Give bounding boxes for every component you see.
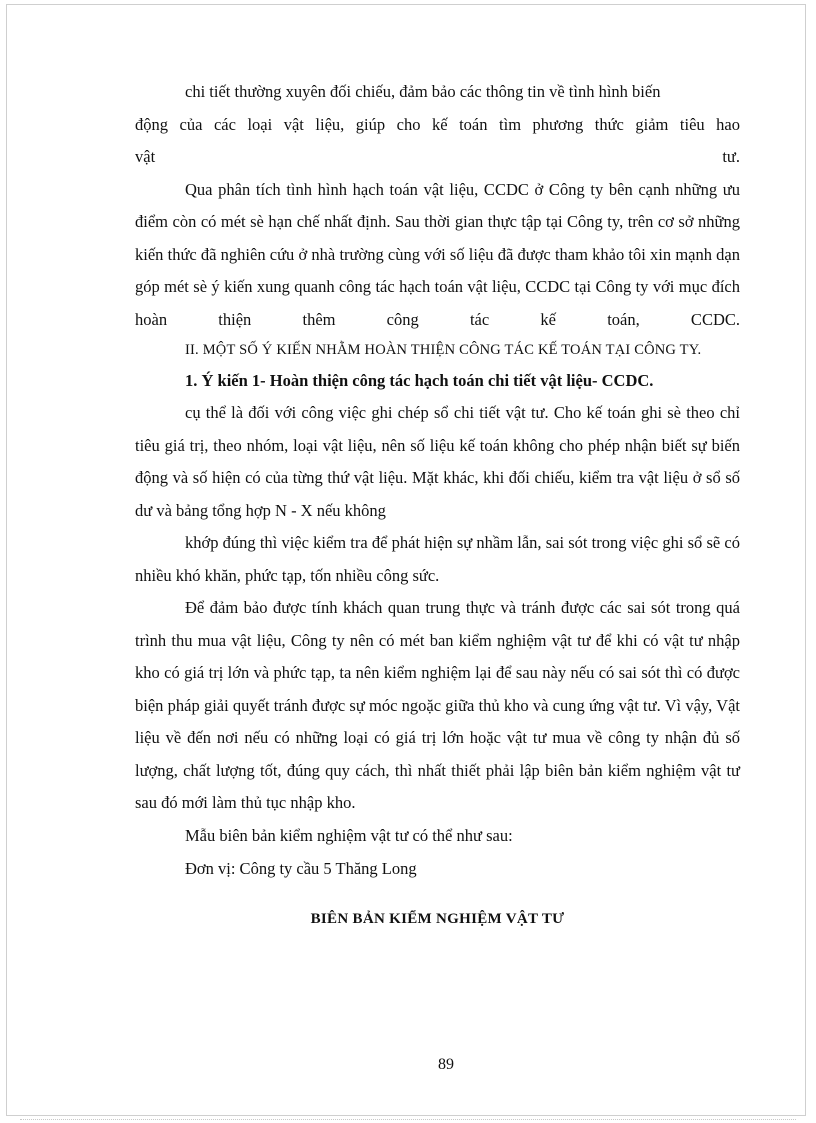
paragraph-line: chi tiết thường xuyên đối chiếu, đảm bảo các thông tin về tình hình biến xyxy=(185,82,661,101)
section-heading: II. MỘT SỐ Ý KIẾN NHẰM HOÀN THIỆN CÔNG TÁC KẾ TOÁN TẠI CÔNG TY. xyxy=(185,342,702,358)
paragraph: cụ thể là đối với công việc ghi chép sổ chi tiết vật tư. Cho kế toán ghi sè theo chỉ tiêu giá trị, theo nhóm, loại vật liệu, nên số liệu kế toán không cho phép nhận biết sự biến động và số hiện có của từng thứ vật liệu. Mặt khác, khi đối chiếu, kiểm tra vật liệu ở sổ số dư và bảng tổng hợp N - X nếu không xyxy=(135,403,740,520)
page-number: 89 xyxy=(438,1056,454,1073)
paragraph: Qua phân tích tình hình hạch toán vật liệu, CCDC ở Công ty bên cạnh những ưu điểm còn có mét sè hạn chế nhất định. Sau thời gian thực tập tại Công ty, trên cơ sở những kiến thức đã nghiên cứu ở nhà trường cùng với số liệu đã được tham khảo tôi xin mạnh dạn góp mét sè ý kiến xung quanh công tác hạch toán vật liệu, CCDC tại Công ty với mục đích hoàn thiện thêm công tác kế toán, CCDC. xyxy=(135,179,740,329)
bottom-divider xyxy=(20,1119,796,1120)
unit-line: Đơn vị: Công ty cầu 5 Thăng Long xyxy=(185,859,417,878)
form-title: BIÊN BẢN KIỂM NGHIỆM VẬT TƯ xyxy=(310,911,565,927)
document-body xyxy=(135,76,740,934)
paragraph-line: động của các loại vật liệu, giúp cho kế toán tìm phương thức giảm tiêu hao xyxy=(135,114,740,134)
paragraph: khớp đúng thì việc kiểm tra để phát hiện sự nhầm lẫn, sai sót trong việc ghi sổ sẽ có nhiều khó khăn, phức tạp, tốn nhiều công sức. xyxy=(135,533,740,585)
subheading: 1. Ý kiến 1- Hoàn thiện công tác hạch toán chi tiết vật liệu- CCDC. xyxy=(185,370,654,390)
paragraph: Để đảm bảo được tính khách quan trung thực và tránh được các sai sót trong quá trình thu mua vật liệu, Công ty nên có mét ban kiểm nghiệm vật tư để khi có vật tư nhập kho có giá trị lớn và phức tạp, ta nên kiểm nghiệm lại để sau này nếu có sai sót thì có được biện pháp giải quyết tránh được sự móc ngoặc giữa thủ kho và cung ứng vật tư. Vì vậy, Vật liệu về đến nơi nếu có những loại có giá trị lớn hoặc vật tư mua về công ty nhận đủ số lượng, chất lượng tốt, đúng quy cách, thì nhất thiết phải lập biên bản kiểm nghiệm vật tư sau đó mới làm thủ tục nhập kho. xyxy=(135,598,740,812)
paragraph: Mẫu biên bản kiểm nghiệm vật tư có thể như sau: xyxy=(185,825,513,845)
paragraph-line: vật tư. xyxy=(135,147,740,166)
